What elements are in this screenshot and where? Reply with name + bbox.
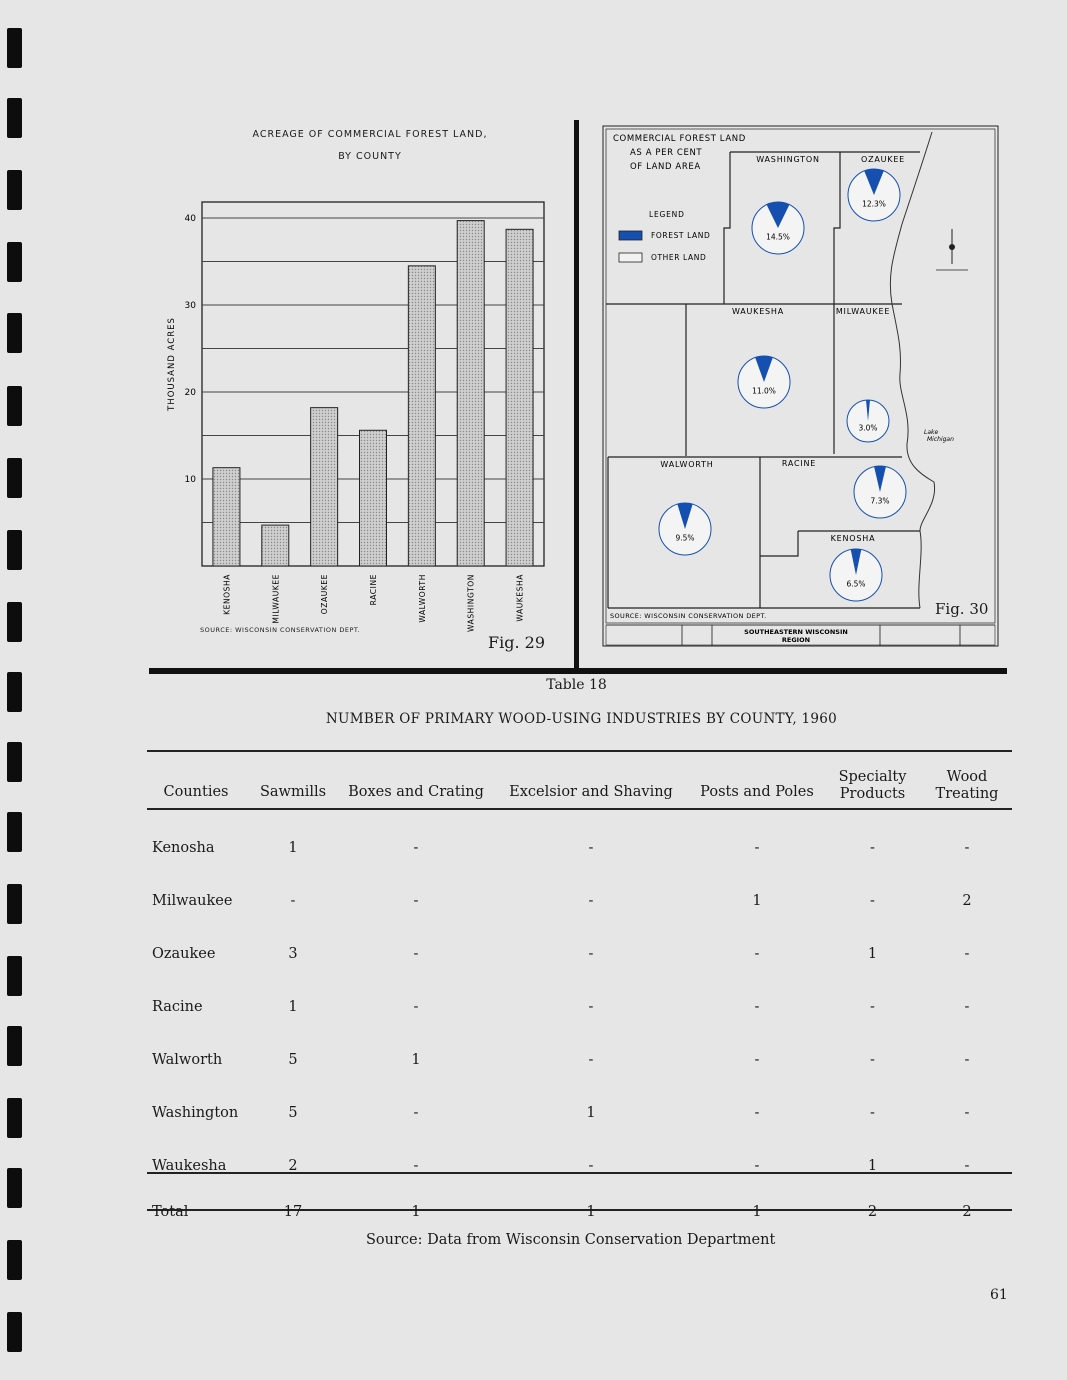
pie-label-walworth: 9.5% — [675, 533, 695, 543]
map-frame — [603, 126, 998, 646]
pie-label-racine: 7.3% — [870, 496, 890, 506]
y-tick-label: 30 — [184, 301, 196, 311]
x-tick-label: MILWAUKEE — [271, 574, 281, 624]
value-cell: - — [290, 892, 296, 909]
binder-hole — [7, 1098, 22, 1138]
table-title: NUMBER OF PRIMARY WOOD-USING INDUSTRIES BY COUNTY, 1960 — [325, 711, 838, 727]
binder-hole — [7, 386, 22, 426]
binder-hole — [7, 1312, 22, 1352]
horizontal-divider — [149, 668, 1007, 674]
table-number: Table 18 — [546, 677, 607, 693]
y-axis-label: THOUSAND ACRES — [167, 317, 177, 411]
binder-hole — [7, 98, 22, 138]
bar-kenosha — [213, 468, 240, 566]
value-cell: - — [754, 998, 760, 1015]
value-cell: 1 — [867, 1157, 878, 1174]
lake-label: Lake — [924, 429, 939, 436]
bar-waukesha — [506, 229, 533, 566]
pie-label-washington: 14.5% — [766, 232, 790, 242]
county-cell: Kenosha — [152, 839, 215, 856]
value-cell: 1 — [586, 1204, 596, 1220]
figure-30-label: Fig. 30 — [935, 600, 989, 618]
county-boundary — [834, 152, 840, 304]
value-cell: - — [964, 1104, 970, 1121]
value-cell: 2 — [962, 892, 972, 909]
pie-label-kenosha: 6.5% — [846, 579, 866, 589]
value-cell: - — [413, 1104, 419, 1121]
column-header: Specialty Products — [838, 769, 907, 802]
value-cell: - — [754, 945, 760, 962]
binder-hole — [7, 170, 22, 210]
value-cell: 1 — [586, 1104, 596, 1121]
column-header: Sawmills — [259, 783, 327, 800]
value-cell: - — [413, 998, 419, 1015]
county-cell: Walworth — [152, 1051, 223, 1068]
value-cell: - — [964, 1051, 970, 1068]
value-cell: 1 — [752, 892, 762, 909]
value-cell: 2 — [962, 1204, 972, 1220]
table-row — [147, 874, 1012, 927]
binder-hole — [7, 530, 22, 570]
legend-forest-label: FOREST LAND — [651, 231, 711, 240]
value-cell: - — [588, 892, 594, 909]
value-cell: - — [413, 1157, 419, 1174]
bar-milwaukee — [262, 525, 289, 566]
county-label-waukesha: WAUKESHA — [731, 307, 785, 316]
binder-hole — [7, 1168, 22, 1208]
value-cell: - — [588, 1051, 594, 1068]
binder-hole — [7, 1026, 22, 1066]
vertical-divider — [574, 120, 579, 672]
value-cell: 1 — [411, 1051, 421, 1068]
region-label: SOUTHEASTERN WISCONSIN — [744, 628, 848, 636]
binder-hole — [7, 812, 22, 852]
industries-table — [147, 752, 1012, 1232]
value-cell: - — [754, 1104, 760, 1121]
legend-forest-swatch — [619, 231, 642, 240]
table-row — [147, 1086, 1012, 1139]
county-label-milwaukee: MILWAUKEE — [835, 307, 891, 316]
map-title-line2: AS A PER CENT — [630, 148, 703, 158]
table-row — [147, 1033, 1012, 1086]
value-cell: 1 — [411, 1204, 421, 1220]
x-tick-label: KENOSHA — [222, 574, 232, 615]
pie-label-waukesha: 11.0% — [752, 386, 776, 396]
title-block-cell — [606, 625, 682, 645]
county-cell: Ozaukee — [152, 945, 216, 962]
value-cell: - — [588, 945, 594, 962]
value-cell: - — [964, 1157, 970, 1174]
bar-racine — [360, 430, 387, 566]
value-cell: - — [964, 839, 970, 856]
value-cell: - — [870, 998, 875, 1015]
bar-ozaukee — [311, 408, 338, 566]
x-tick-label: OZAUKEE — [320, 574, 330, 615]
value-cell: - — [754, 1051, 760, 1068]
binder-hole — [7, 242, 22, 282]
column-header: Counties — [163, 783, 229, 800]
bar-washington — [457, 221, 484, 566]
table-row — [147, 1139, 1012, 1192]
county-label-ozaukee: OZAUKEE — [860, 155, 906, 164]
county-cell: Milwaukee — [152, 892, 233, 909]
value-cell: 3 — [288, 945, 298, 962]
pie-label-milwaukee: 3.0% — [858, 423, 878, 433]
value-cell: - — [413, 839, 419, 856]
column-header: Posts and Poles — [700, 783, 814, 800]
value-cell: 17 — [283, 1204, 303, 1220]
y-tick-label: 40 — [184, 214, 196, 224]
value-cell: - — [588, 998, 594, 1015]
table-row — [147, 927, 1012, 980]
lake-label-2: Michigan — [927, 436, 954, 443]
value-cell: 5 — [288, 1051, 298, 1068]
value-cell: - — [870, 1104, 875, 1121]
binder-hole — [7, 602, 22, 642]
chart-title-line2: BY COUNTY — [338, 151, 402, 162]
column-header: Excelsior and Shaving — [509, 783, 673, 800]
north-arrow-dot — [949, 244, 955, 250]
value-cell: 2 — [288, 1157, 298, 1174]
figure-29-label: Fig. 29 — [488, 633, 545, 652]
legend-other-label: OTHER LAND — [651, 253, 707, 262]
value-cell: 1 — [752, 1204, 762, 1220]
county-label-kenosha: KENOSHA — [830, 534, 876, 543]
county-label-washington: WASHINGTON — [756, 155, 820, 164]
legend-title: LEGEND — [649, 210, 685, 219]
value-cell: 1 — [867, 945, 878, 962]
value-cell: - — [870, 839, 875, 856]
pie-label-ozaukee: 12.3% — [862, 199, 886, 209]
x-tick-label: WALWORTH — [417, 574, 427, 623]
x-tick-label: WASHINGTON — [466, 574, 476, 632]
page-number: 61 — [990, 1287, 1008, 1303]
column-header: Boxes and Crating — [348, 783, 484, 800]
chart-source: SOURCE: WISCONSIN CONSERVATION DEPT. — [200, 626, 361, 634]
county-boundary — [760, 531, 798, 556]
binder-hole — [7, 313, 22, 353]
bar-chart — [150, 190, 570, 640]
value-cell: - — [964, 998, 970, 1015]
chart-title-line1: ACREAGE OF COMMERCIAL FOREST LAND, — [252, 129, 488, 140]
y-tick-label: 20 — [184, 388, 196, 398]
value-cell: - — [964, 945, 970, 962]
county-cell: Washington — [152, 1104, 239, 1121]
binder-hole — [7, 28, 22, 68]
value-cell: - — [413, 892, 419, 909]
county-boundary — [724, 152, 730, 304]
binder-hole — [7, 742, 22, 782]
table-source: Source: Data from Wisconsin Conservation Department — [366, 1232, 776, 1248]
title-block-cell — [880, 625, 960, 645]
county-map — [602, 124, 1000, 648]
legend-other-swatch — [619, 253, 642, 262]
county-label-walworth: WALWORTH — [660, 460, 714, 469]
chart-title — [200, 124, 540, 168]
region-label-2: REGION — [781, 636, 811, 644]
value-cell: 1 — [288, 839, 298, 856]
value-cell: - — [588, 839, 594, 856]
binder-hole — [7, 1240, 22, 1280]
table-header-row — [147, 752, 1012, 821]
value-cell: - — [413, 945, 419, 962]
title-block-cell — [682, 625, 712, 645]
binder-hole — [7, 884, 22, 924]
table-body — [147, 821, 1012, 1232]
title-block-cell — [960, 625, 995, 645]
county-cell: Waukesha — [152, 1157, 227, 1174]
map-inner-frame — [606, 129, 995, 623]
value-cell: - — [754, 1157, 760, 1174]
county-label-racine: RACINE — [781, 459, 817, 468]
binder-hole — [7, 458, 22, 498]
map-source: SOURCE: WISCONSIN CONSERVATION DEPT. — [610, 612, 767, 620]
table-row — [147, 821, 1012, 874]
county-cell: Total — [152, 1204, 189, 1220]
table-row — [147, 980, 1012, 1033]
map-title-line1: COMMERCIAL FOREST LAND — [613, 134, 746, 144]
value-cell: 1 — [288, 998, 298, 1015]
county-cell: Racine — [152, 998, 203, 1015]
bar-walworth — [408, 266, 435, 566]
value-cell: - — [588, 1157, 594, 1174]
value-cell: - — [870, 1051, 875, 1068]
value-cell: 2 — [867, 1204, 878, 1220]
binder-hole — [7, 956, 22, 996]
x-tick-label: RACINE — [369, 574, 378, 606]
x-tick-label: WAUKESHA — [515, 574, 525, 622]
value-cell: 5 — [288, 1104, 298, 1121]
total-row — [147, 1192, 1012, 1232]
column-header: Wood Treating — [935, 769, 999, 802]
value-cell: - — [870, 892, 875, 909]
map-title-line3: OF LAND AREA — [630, 162, 701, 172]
y-tick-label: 10 — [184, 475, 196, 485]
value-cell: - — [754, 839, 760, 856]
